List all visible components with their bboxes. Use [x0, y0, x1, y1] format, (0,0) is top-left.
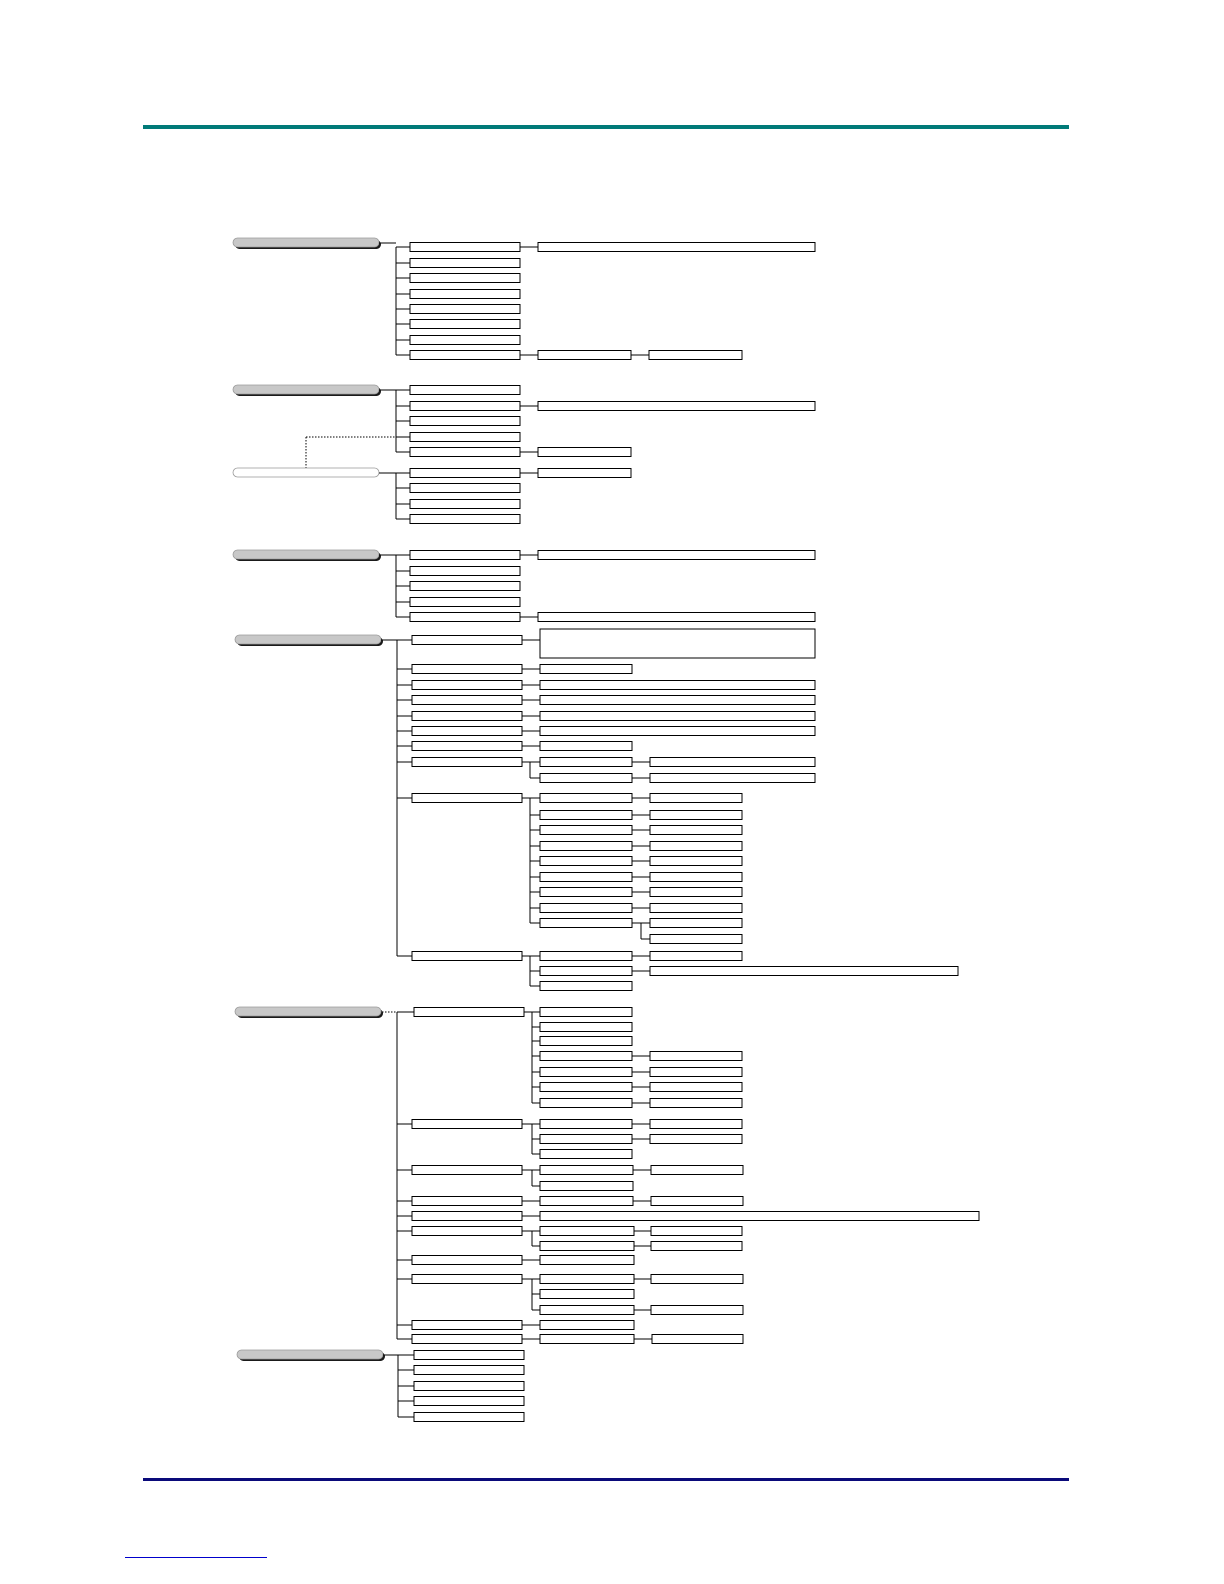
menu-4-sub-long — [540, 681, 815, 690]
menu-5-sub — [540, 1120, 632, 1129]
menu-4-sub — [540, 826, 632, 835]
menu-header-4 — [235, 635, 381, 644]
menu-header-2 — [233, 385, 379, 394]
menu-4-sub — [540, 904, 632, 913]
menu-5-item — [412, 1227, 522, 1236]
menu-2-item — [410, 433, 520, 442]
menu-5-sub-sub — [651, 1242, 742, 1251]
menu-6-item — [414, 1397, 524, 1406]
menu-4-sub — [540, 665, 632, 674]
menu-5-sub — [540, 1335, 634, 1344]
menu-3-item — [410, 582, 520, 591]
menu-header-5 — [235, 1007, 381, 1016]
menu-4-sub-sub — [650, 873, 742, 882]
menu-2-item — [410, 386, 520, 395]
menu-5-sub — [540, 1321, 634, 1330]
menu-4-item — [412, 681, 522, 690]
menu-4-sub — [540, 888, 632, 897]
menu-4-sub-sub — [650, 811, 742, 820]
menu-5-sub — [540, 1135, 632, 1144]
menu-4-sub — [540, 857, 632, 866]
menu-4-sub-sub — [650, 935, 742, 944]
menu-2-sub-item — [410, 500, 520, 509]
menu-5-sub-sub — [651, 1166, 743, 1175]
menu-4-sub-long — [650, 967, 958, 976]
menu-5-sub — [540, 1242, 634, 1251]
menu-4-sub — [540, 919, 632, 928]
menu-5-item — [412, 1321, 522, 1330]
menu-6-item — [414, 1351, 524, 1360]
menu-5-sub — [540, 1023, 632, 1032]
menu-3-item — [410, 551, 520, 560]
menu-1-item — [410, 320, 520, 329]
footnote-rule — [125, 1557, 267, 1558]
menu-4-sub-sub — [650, 857, 742, 866]
menu-5-item — [412, 1212, 522, 1221]
menu-2-sub-item — [410, 469, 520, 478]
menu-4-item — [412, 742, 522, 751]
menu-6-item — [414, 1366, 524, 1375]
menu-4-sub-long — [540, 727, 815, 736]
menu-2-item — [410, 448, 520, 457]
menu-4-sub — [540, 842, 632, 851]
menu-4-item — [412, 696, 522, 705]
menu-5-sub — [540, 1008, 632, 1017]
menu-2-item — [410, 402, 520, 411]
menu-4-sub-long — [650, 774, 815, 783]
menu-5-sub — [540, 1166, 633, 1175]
menu-6-item — [414, 1413, 524, 1422]
menu-4-sub-long — [650, 758, 815, 767]
menu-4-sub — [540, 811, 632, 820]
menu-4-sub-sub — [650, 826, 742, 835]
menu-3-sub-long — [538, 551, 815, 560]
menu-4-sub — [540, 742, 632, 751]
menu-5-item — [412, 1166, 522, 1175]
menu-1-item — [410, 336, 520, 345]
menu-5-sub-sub — [650, 1068, 742, 1077]
menu-1-item — [410, 305, 520, 314]
menu-1-sub-sub — [649, 351, 742, 360]
menu-5-sub — [540, 1037, 632, 1046]
menu-4-item — [412, 758, 522, 767]
menu-5-item — [412, 1335, 522, 1344]
menu-4-sub — [540, 758, 632, 767]
menu-1-item — [410, 274, 520, 283]
menu-3-item — [410, 567, 520, 576]
menu-2-sub-long — [538, 402, 815, 411]
menu-5-sub-sub — [651, 1275, 743, 1284]
menu-5-sub — [540, 1182, 633, 1191]
menu-3-item — [410, 613, 520, 622]
menu-4-sub — [540, 952, 632, 961]
menu-4-sub-long — [540, 712, 815, 721]
bottom-rule — [143, 1478, 1069, 1481]
menu-4-sub — [540, 794, 632, 803]
menu-5-sub — [540, 1306, 634, 1315]
menu-header-1 — [233, 238, 379, 247]
menu-1-item — [410, 351, 520, 360]
menu-4-item — [412, 727, 522, 736]
menu-header-3 — [233, 550, 379, 559]
menu-4-sub-sub — [650, 842, 742, 851]
menu-4-sub — [540, 774, 632, 783]
menu-5-sub-sub — [650, 1099, 742, 1108]
menu-5-sub-sub — [650, 1120, 742, 1129]
menu-1-item — [410, 290, 520, 299]
menu-4-item — [412, 712, 522, 721]
menu-5-sub-sub — [650, 1135, 742, 1144]
menu-5-sub — [540, 1290, 634, 1299]
menu-5-item — [412, 1275, 522, 1284]
menu-3-sub-long — [538, 613, 815, 622]
menu-4-sub-sub — [650, 794, 742, 803]
menu-2-sub-child — [538, 469, 631, 478]
menu-4-info-box — [540, 629, 815, 658]
menu-5-sub-sub — [650, 1052, 742, 1061]
menu-1-sub — [538, 351, 631, 360]
menu-3-item — [410, 598, 520, 607]
menu-5-sub — [540, 1099, 632, 1108]
menu-4-sub — [540, 873, 632, 882]
menu-4-sub — [540, 967, 632, 976]
menu-5-sub — [540, 1275, 634, 1284]
menu-header-2-sub — [233, 468, 379, 477]
menu-5-sub-long — [540, 1212, 979, 1221]
menu-5-item — [412, 1256, 522, 1265]
menu-5-sub — [540, 1197, 633, 1206]
menu-5-sub-sub — [652, 1335, 743, 1344]
menu-5-sub — [540, 1227, 634, 1236]
menu-4-sub-sub — [650, 919, 742, 928]
menu-4-sub-sub — [650, 888, 742, 897]
menu-5-sub-sub — [651, 1197, 743, 1206]
menu-5-sub — [540, 1083, 632, 1092]
menu-2-sub — [538, 448, 631, 457]
menu-5-sub — [540, 1150, 632, 1159]
menu-5-sub — [540, 1256, 634, 1265]
menu-4-item — [412, 794, 522, 803]
menu-2-item — [410, 417, 520, 426]
menu-5-sub — [540, 1052, 632, 1061]
menu-4-sub-sub — [650, 952, 742, 961]
menu-4-sub-sub — [650, 904, 742, 913]
menu-5-sub-sub — [651, 1227, 742, 1236]
menu-2-sub-item — [410, 484, 520, 493]
menu-5-sub — [540, 1068, 632, 1077]
menu-5-item — [412, 1197, 522, 1206]
menu-5-sub-sub — [651, 1306, 743, 1315]
menu-2-sub-item — [410, 515, 520, 524]
menu-1-item — [410, 259, 520, 268]
menu-1-item — [410, 243, 520, 252]
menu-header-6 — [237, 1350, 383, 1359]
menu-5-item — [414, 1008, 524, 1017]
menu-4-item — [412, 952, 522, 961]
menu-4-sub-long — [540, 696, 815, 705]
menu-6-item — [414, 1382, 524, 1391]
menu-1-sub-long — [538, 243, 815, 252]
menu-4-sub — [540, 982, 632, 991]
menu-5-item — [412, 1120, 522, 1129]
menu-4-item — [412, 665, 522, 674]
menu-5-sub-sub — [650, 1083, 742, 1092]
menu-4-item — [412, 636, 522, 645]
